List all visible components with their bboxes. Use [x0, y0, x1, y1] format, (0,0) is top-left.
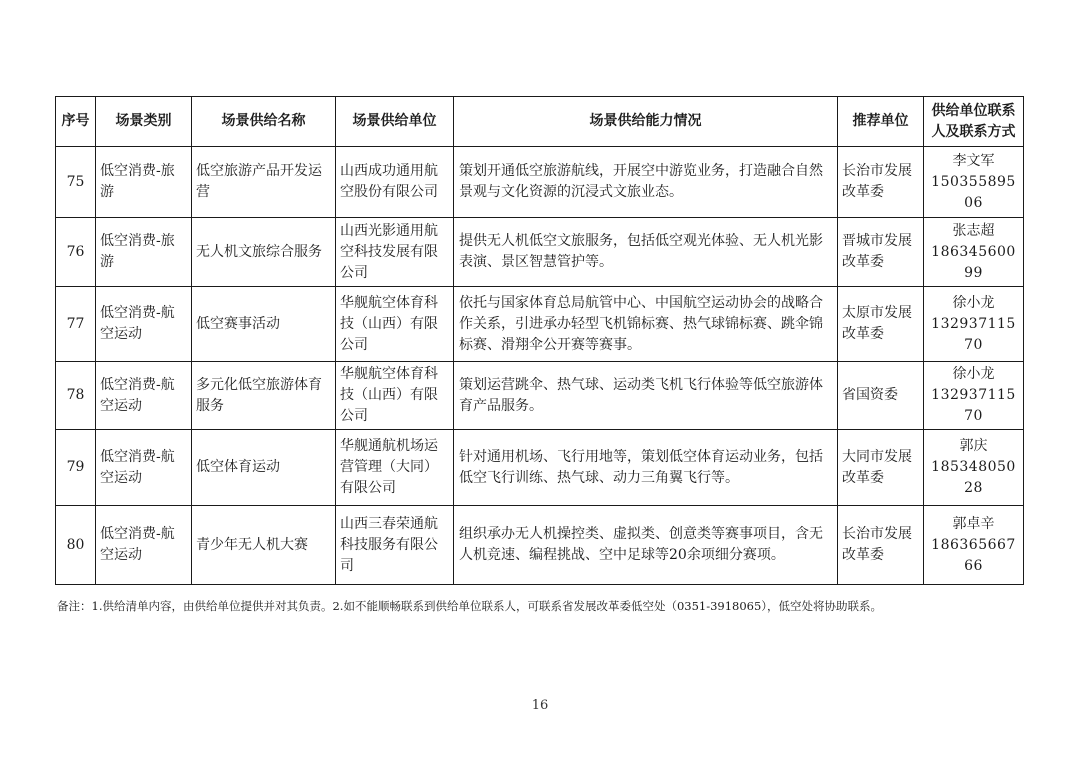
cell-name: 低空赛事活动 — [192, 287, 336, 362]
cell-category: 低空消费-旅游 — [96, 147, 192, 218]
contact-name: 张志超 — [952, 222, 995, 239]
cell-recommender: 太原市发展改革委 — [838, 287, 924, 362]
cell-capability: 依托与国家体育总局航管中心、中国航空运动协会的战略合作关系，引进承办轻型飞机锦标赛、热气球锦标赛、跳伞锦标赛、滑翔伞公开赛等赛事。 — [454, 287, 838, 362]
cell-supplier: 山西三春荣通航科技服务有限公司 — [336, 506, 454, 585]
table-row — [56, 147, 1024, 218]
cell-supplier: 山西光影通用航空科技发展有限公司 — [336, 218, 454, 287]
cell-category: 低空消费-航空运动 — [96, 362, 192, 430]
cell-contact — [924, 430, 1024, 506]
header-supplier: 场景供给单位 — [336, 97, 454, 147]
cell-capability: 策划开通低空旅游航线，开展空中游览业务，打造融合自然景观与文化资源的沉浸式文旅业态。 — [454, 147, 838, 218]
cell-name: 低空体育运动 — [192, 430, 336, 506]
cell-name: 无人机文旅综合服务 — [192, 218, 336, 287]
cell-no: 77 — [56, 287, 96, 362]
cell-contact — [924, 287, 1024, 362]
cell-recommender: 省国资委 — [838, 362, 924, 430]
cell-recommender: 晋城市发展改革委 — [838, 218, 924, 287]
cell-supplier: 华舰航空体育科技（山西）有限公司 — [336, 362, 454, 430]
header-contact: 供给单位联系人及联系方式 — [924, 97, 1024, 147]
cell-contact — [924, 147, 1024, 218]
cell-name: 青少年无人机大赛 — [192, 506, 336, 585]
cell-recommender: 长治市发展改革委 — [838, 147, 924, 218]
cell-recommender: 大同市发展改革委 — [838, 430, 924, 506]
contact-phone: 18534805028 — [931, 459, 1016, 496]
cell-contact — [924, 218, 1024, 287]
cell-supplier: 华舰通航机场运营管理（大同）有限公司 — [336, 430, 454, 506]
cell-category: 低空消费-航空运动 — [96, 287, 192, 362]
contact-phone: 18634560099 — [931, 243, 1016, 281]
cell-contact — [924, 362, 1024, 430]
cell-name: 低空旅游产品开发运营 — [192, 147, 336, 218]
contact-phone: 15035589506 — [931, 173, 1016, 211]
cell-category: 低空消费-航空运动 — [96, 506, 192, 585]
contact-phone: 18636566766 — [931, 536, 1016, 574]
cell-category: 低空消费-旅游 — [96, 218, 192, 287]
header-name: 场景供给名称 — [192, 97, 336, 147]
cell-capability: 针对通用机场、飞行用地等，策划低空体育运动业务，包括低空飞行训练、热气球、动力三角翼飞行等。 — [454, 430, 838, 506]
cell-capability: 组织承办无人机操控类、虚拟类、创意类等赛事项目，含无人机竞速、编程挑战、空中足球等20余项细分赛项。 — [454, 506, 838, 585]
contact-phone: 13293711570 — [931, 315, 1016, 353]
header-category: 场景类别 — [96, 97, 192, 147]
cell-no: 79 — [56, 430, 96, 506]
header-capability: 场景供给能力情况 — [454, 97, 838, 147]
cell-supplier: 华舰航空体育科技（山西）有限公司 — [336, 287, 454, 362]
table-row — [56, 506, 1024, 585]
contact-name: 李文军 — [952, 152, 995, 169]
cell-capability: 策划运营跳伞、热气球、运动类飞机飞行体验等低空旅游体育产品服务。 — [454, 362, 838, 430]
table-row — [56, 287, 1024, 362]
header-no: 序号 — [56, 97, 96, 147]
footnote: 备注：1.供给清单内容，由供给单位提供并对其负责。2.如不能顺畅联系到供给单位联系人，可联系省发展改革委低空处（0351-3918065），低空处将协助联系。 — [57, 599, 883, 613]
cell-name: 多元化低空旅游体育服务 — [192, 362, 336, 430]
cell-capability: 提供无人机低空文旅服务，包括低空观光体验、无人机光影表演、景区智慧管护等。 — [454, 218, 838, 287]
cell-supplier: 山西成功通用航空股份有限公司 — [336, 147, 454, 218]
contact-name: 郭卓辛 — [952, 515, 995, 532]
table-row — [56, 218, 1024, 287]
header-recommender: 推荐单位 — [838, 97, 924, 147]
contact-phone: 13293711570 — [931, 387, 1016, 424]
cell-category: 低空消费-航空运动 — [96, 430, 192, 506]
table-row — [56, 362, 1024, 430]
cell-no: 80 — [56, 506, 96, 585]
cell-contact — [924, 506, 1024, 585]
table-header-row — [56, 97, 1024, 147]
supply-list-table — [55, 96, 1024, 585]
cell-no: 78 — [56, 362, 96, 430]
contact-name: 郭庆 — [959, 438, 988, 454]
cell-no: 75 — [56, 147, 96, 218]
contact-name: 徐小龙 — [952, 294, 995, 311]
cell-recommender: 长治市发展改革委 — [838, 506, 924, 585]
page-number: 16 — [531, 698, 549, 713]
cell-no: 76 — [56, 218, 96, 287]
contact-name: 徐小龙 — [952, 366, 995, 382]
table-row — [56, 430, 1024, 506]
